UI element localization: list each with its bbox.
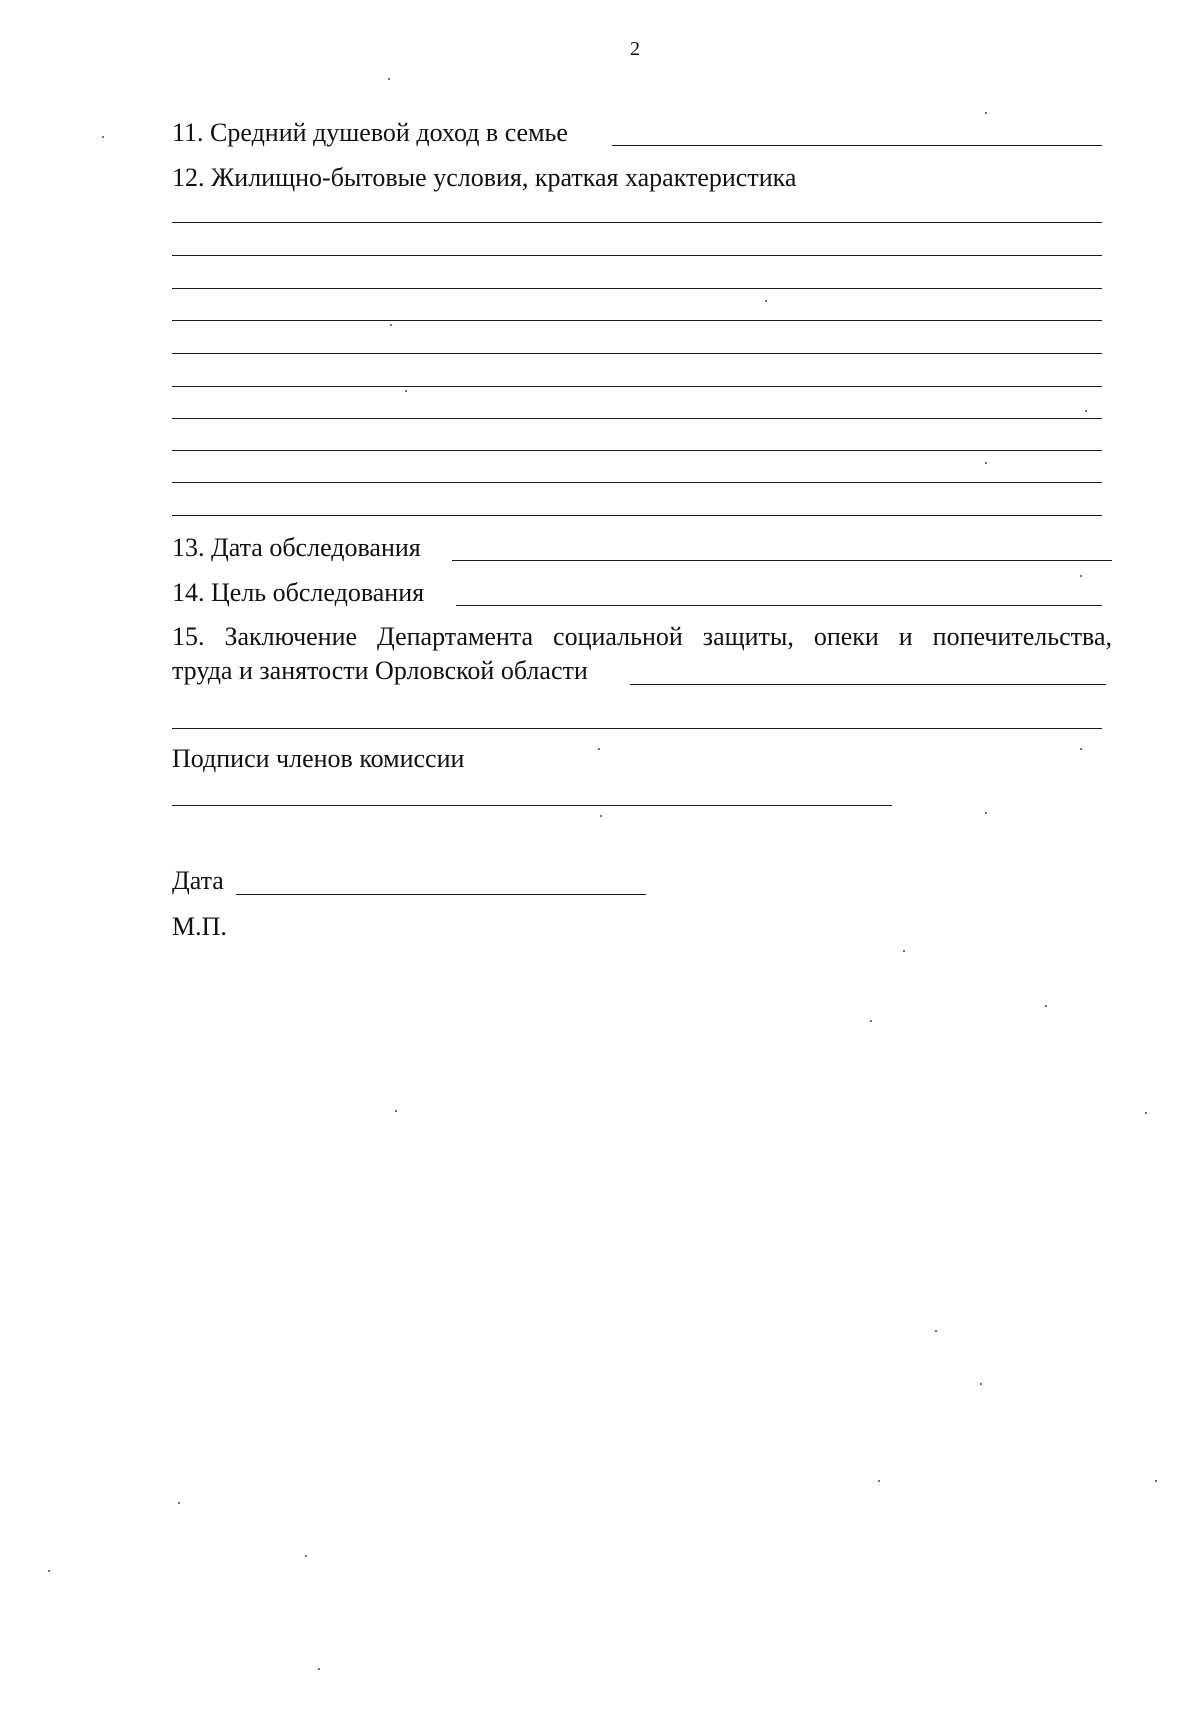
blank-line[interactable] xyxy=(172,482,1102,483)
speck xyxy=(1145,1112,1147,1114)
speck xyxy=(48,1570,50,1572)
speck xyxy=(318,1668,320,1670)
blank-line[interactable] xyxy=(172,386,1102,387)
speck xyxy=(985,812,987,814)
speck xyxy=(1085,410,1087,412)
speck xyxy=(935,1330,937,1332)
field-14-label: 14. Цель обследования xyxy=(172,578,425,607)
speck xyxy=(390,324,392,326)
field-11-label: 11. Средний душевой доход в семье xyxy=(172,118,568,147)
blank-line[interactable] xyxy=(172,418,1102,419)
speck xyxy=(405,390,407,392)
seal-label: М.П. xyxy=(172,912,227,941)
field-15-label-line2: труда и занятости Орловской области xyxy=(172,656,588,685)
speck xyxy=(102,136,104,138)
field-15-blank-extra[interactable] xyxy=(172,728,1102,729)
field-11-blank[interactable] xyxy=(612,145,1102,146)
field-15-blank[interactable] xyxy=(630,684,1106,685)
signatures-blank[interactable] xyxy=(172,805,892,806)
speck xyxy=(1045,1005,1047,1007)
speck xyxy=(178,1502,180,1504)
date-blank[interactable] xyxy=(236,894,646,895)
speck xyxy=(980,1383,982,1385)
field-12-label: 12. Жилищно-бытовые условия, краткая характеристика xyxy=(172,163,797,192)
speck xyxy=(985,112,987,114)
speck xyxy=(870,1020,872,1022)
speck xyxy=(1080,748,1082,750)
blank-line[interactable] xyxy=(172,255,1102,256)
field-14-blank[interactable] xyxy=(456,605,1102,606)
speck xyxy=(388,78,390,80)
blank-line[interactable] xyxy=(172,515,1102,516)
speck xyxy=(985,462,987,464)
blank-line[interactable] xyxy=(172,353,1102,354)
speck xyxy=(878,1480,880,1482)
field-13-blank[interactable] xyxy=(452,560,1112,561)
blank-line[interactable] xyxy=(172,450,1102,451)
speck xyxy=(903,950,905,952)
blank-line[interactable] xyxy=(172,222,1102,223)
speck xyxy=(765,300,767,302)
blank-line[interactable] xyxy=(172,288,1102,289)
speck xyxy=(1080,575,1082,577)
blank-line[interactable] xyxy=(172,320,1102,321)
page-number: 2 xyxy=(630,38,640,60)
speck xyxy=(598,748,600,750)
field-15-label-line1: 15. Заключение Департамента социальной защиты, опеки и попечительства, xyxy=(172,622,1112,651)
date-label: Дата xyxy=(172,866,224,895)
field-13-label: 13. Дата обследования xyxy=(172,533,421,562)
speck xyxy=(395,1110,397,1112)
signatures-label: Подписи членов комиссии xyxy=(172,744,465,773)
speck xyxy=(305,1555,307,1557)
speck xyxy=(600,815,602,817)
speck xyxy=(1155,1480,1157,1482)
